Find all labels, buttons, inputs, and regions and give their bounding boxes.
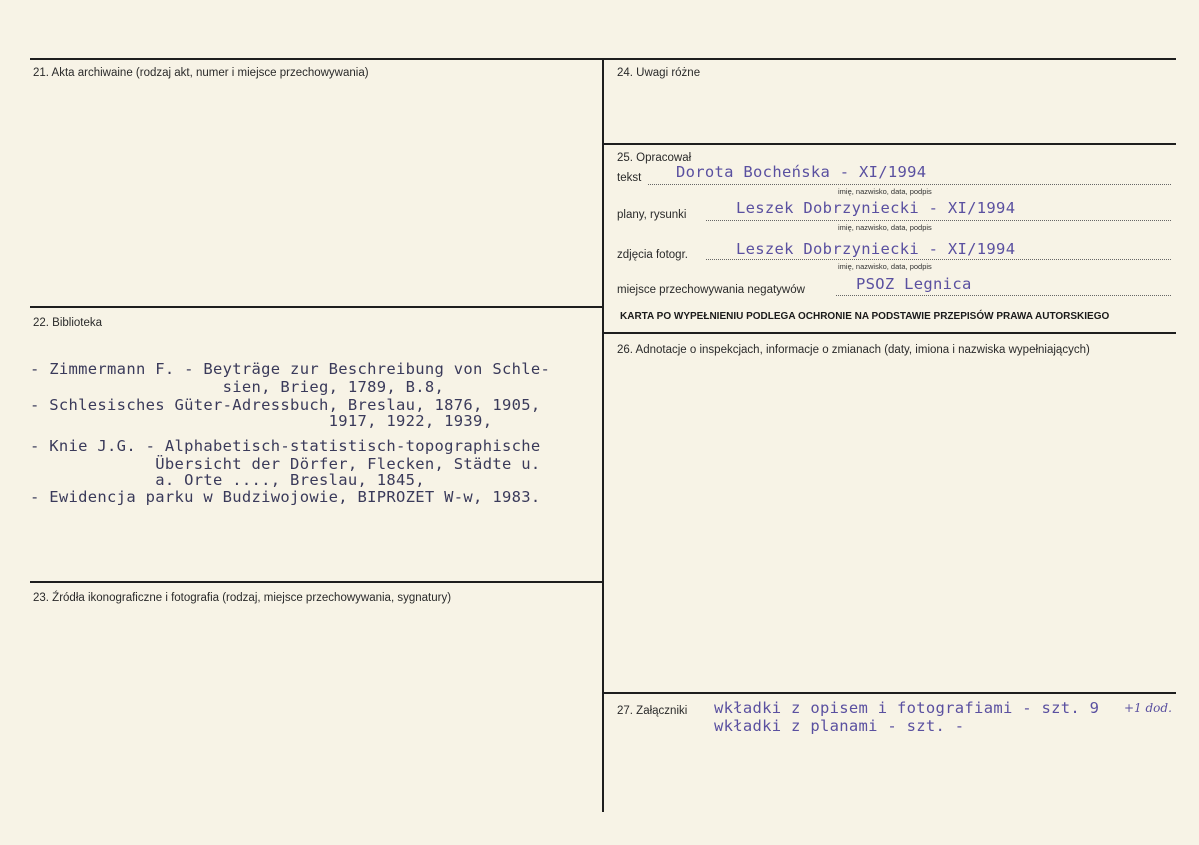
negatyw-value: PSOZ Legnica [856, 275, 972, 293]
bibliography-line: - Ewidencja parku w Budziwojowie, BIPROZET W-w, 1983. [30, 488, 541, 506]
bibliography-line: 1917, 1922, 1939, [30, 412, 493, 430]
plany-value: Leszek Dobrzyniecki - XI/1994 [736, 199, 1016, 217]
plany-caption: imię, nazwisko, data, podpis [838, 223, 932, 232]
rule-24-25 [604, 143, 1176, 145]
section-24-label: 24. Uwagi różne [617, 67, 701, 79]
zdjecia-dotted-line [706, 259, 1171, 260]
rule-26-27 [604, 692, 1176, 694]
rule-21-22 [30, 306, 602, 308]
rule-22-23 [30, 581, 602, 583]
section-26-label: 26. Adnotacje o inspekcjach, informacje o zmianach (daty, imiona i nazwiska wypełniających) [617, 344, 1090, 356]
zdjecia-label: zdjęcia fotogr. [617, 249, 688, 261]
section-23-label: 23. Źródła ikonograficzne i fotografia (rodzaj, miejsce przechowywania, sygnatury) [33, 592, 452, 604]
negatyw-dotted-line [836, 295, 1171, 296]
bibliography-line: - Knie J.G. - Alphabetisch-statistisch-topographische [30, 437, 541, 455]
attachments-handwritten-note: +1 dod. [1124, 701, 1172, 715]
copyright-notice: KARTA PO WYPEŁNIENIU PODLEGA OCHRONIE NA PODSTAWIE PRZEPISÓW PRAWA AUTORSKIEGO [620, 311, 1110, 322]
plany-label: plany, rysunki [617, 209, 687, 221]
negatyw-label: miejsce przechowywania negatywów [617, 284, 805, 296]
section-21-label: 21. Akta archiwaine (rodzaj akt, numer i miejsce przechowywania) [33, 67, 369, 79]
attachments-line-2: wkładki z planami - szt. - [714, 717, 965, 735]
tekst-label: tekst [617, 172, 642, 184]
section-25-label: 25. Opracował [617, 152, 692, 164]
bibliography-line: - Zimmermann F. - Beyträge zur Beschreibung von Schle- [30, 360, 551, 378]
section-27-label: 27. Załączniki [617, 705, 688, 717]
zdjecia-value: Leszek Dobrzyniecki - XI/1994 [736, 240, 1016, 258]
plany-dotted-line [706, 220, 1171, 221]
bibliography-line: - Schlesisches Güter-Adressbuch, Breslau, 1876, 1905, [30, 396, 541, 414]
attachments-line-1: wkładki z opisem i fotografiami - szt. 9 [714, 699, 1100, 717]
tekst-caption: imię, nazwisko, data, podpis [838, 187, 932, 196]
rule-25-26 [604, 332, 1176, 334]
bibliography-line: Übersicht der Dörfer, Flecken, Städte u. [30, 455, 541, 473]
bibliography-line: a. Orte ...., Breslau, 1845, [30, 471, 425, 489]
center-divider [602, 58, 604, 812]
tekst-dotted-line [648, 184, 1171, 185]
tekst-value: Dorota Bocheńska - XI/1994 [676, 163, 927, 181]
section-22-label: 22. Biblioteka [33, 317, 103, 329]
zdjecia-caption: imię, nazwisko, data, podpis [838, 262, 932, 271]
bibliography-line: sien, Brieg, 1789, B.8, [30, 378, 445, 396]
